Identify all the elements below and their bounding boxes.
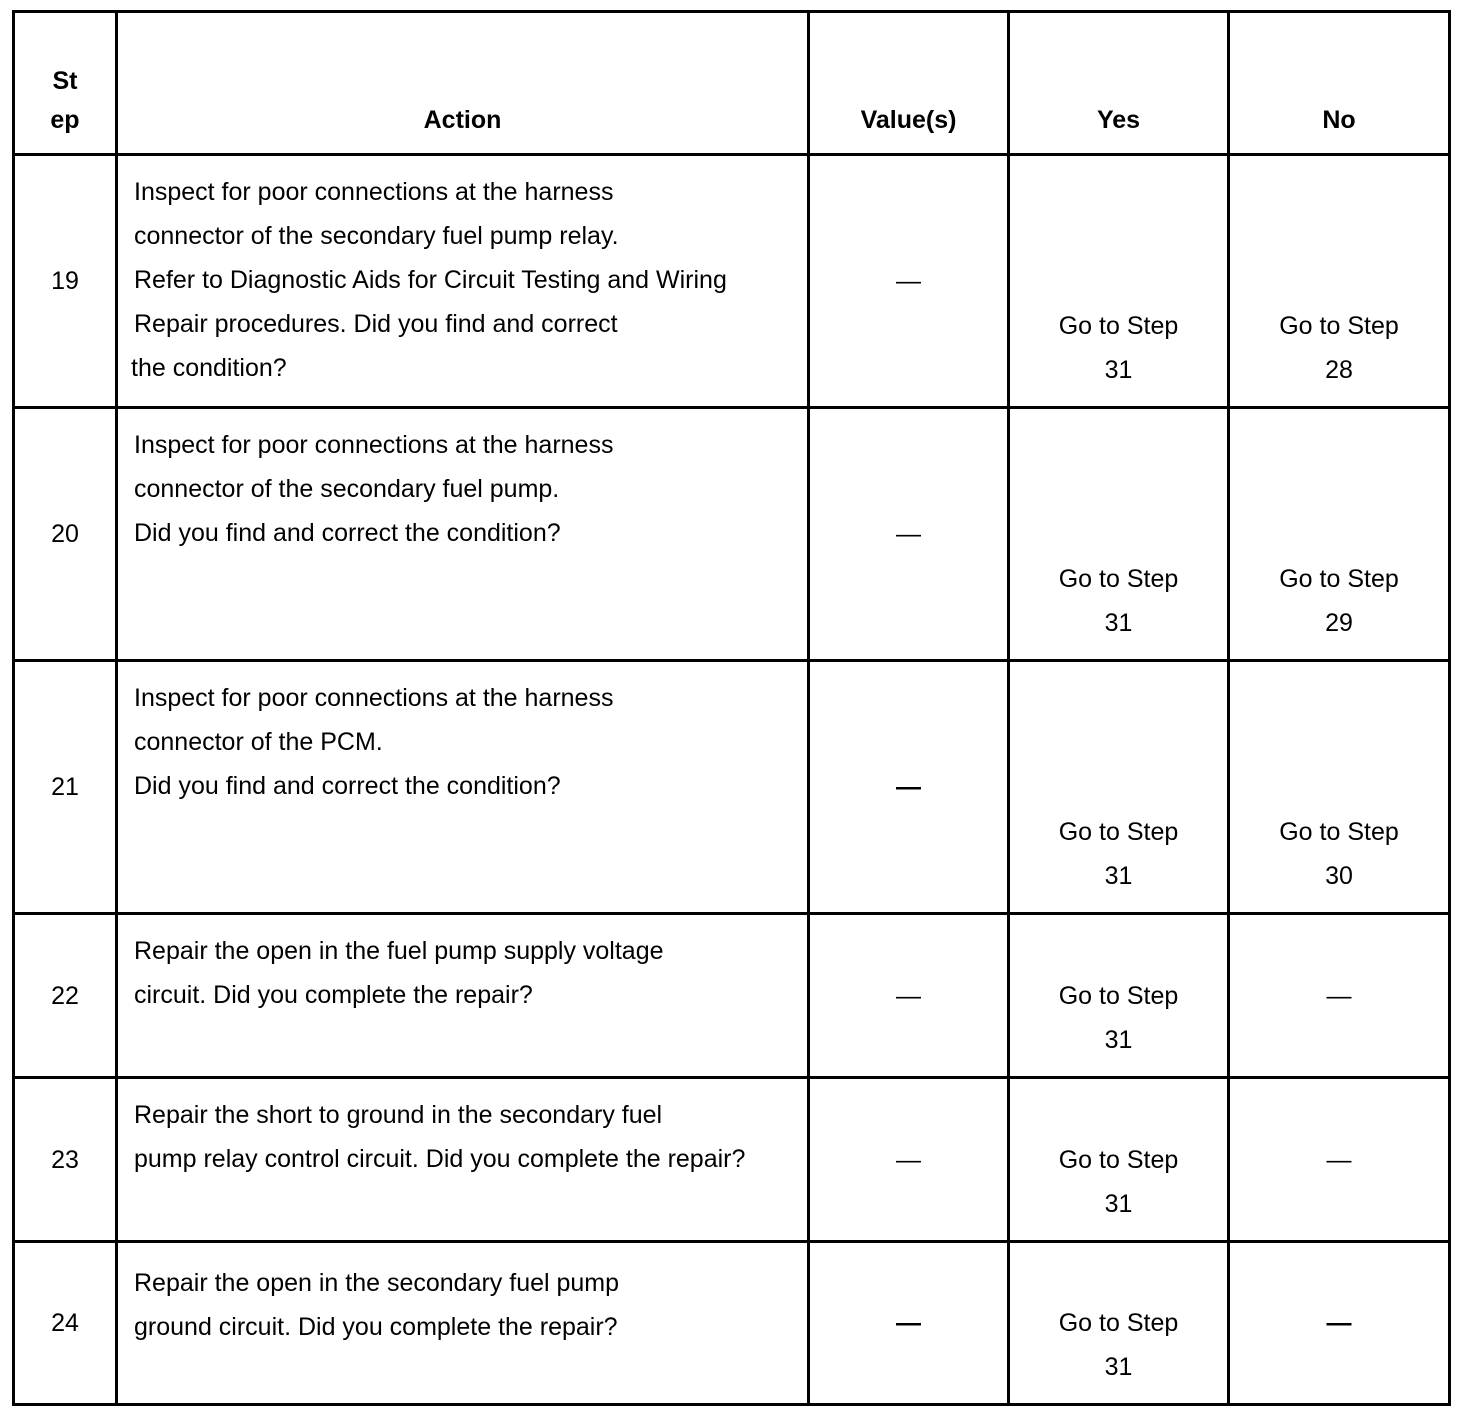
step-number: 19 [14, 155, 117, 408]
action-line: connector of the secondary fuel pump. [134, 475, 560, 503]
table-row [14, 914, 1450, 1078]
no-cell [1229, 1078, 1450, 1242]
action-line: Repair the short to ground in the secondary fuel [134, 1101, 663, 1129]
table-row [14, 1242, 1450, 1405]
action-line: Refer to Diagnostic Aids for Circuit Testing and Wiring [134, 266, 727, 294]
yes-cell [1009, 1242, 1229, 1405]
value-cell [809, 408, 1009, 661]
yes-goto-label: Go to Step [1058, 818, 1179, 846]
value-cell [809, 1078, 1009, 1242]
table-row [14, 661, 1450, 914]
step-number: 20 [14, 408, 117, 661]
action-line: Repair the open in the fuel pump supply voltage [134, 937, 664, 965]
step-number: 24 [14, 1242, 117, 1405]
header-step-line2: ep [50, 106, 80, 134]
action-text [117, 1242, 809, 1405]
value-dash: — [896, 267, 921, 295]
header-no: No [1229, 12, 1450, 155]
no-goto-label: Go to Step [1279, 565, 1399, 593]
value-cell [809, 914, 1009, 1078]
yes-cell [1009, 1078, 1229, 1242]
yes-goto-step: 31 [1104, 1190, 1133, 1218]
action-line: Did you find and correct the condition? [134, 519, 561, 547]
yes-goto-step: 31 [1104, 1353, 1133, 1381]
step-number: 23 [14, 1078, 117, 1242]
action-line: the condition? [131, 354, 287, 382]
header-action: Action [117, 12, 809, 155]
action-line: circuit. Did you complete the repair? [134, 981, 533, 1009]
yes-goto-step: 31 [1104, 609, 1133, 637]
yes-goto-label: Go to Step [1058, 1146, 1179, 1174]
yes-goto-label: Go to Step [1058, 565, 1179, 593]
no-dash: — [1326, 1309, 1352, 1337]
no-dash: — [1326, 1145, 1352, 1174]
no-goto-step: 28 [1325, 356, 1353, 384]
no-cell [1229, 1242, 1450, 1405]
header-values: Value(s) [809, 12, 1009, 155]
yes-goto-label: Go to Step [1058, 982, 1179, 1010]
value-cell [809, 1242, 1009, 1405]
no-dash: — [1326, 981, 1352, 1010]
action-line: Inspect for poor connections at the harness [134, 178, 614, 206]
action-line: connector of the PCM. [134, 728, 383, 756]
no-goto-label: Go to Step [1279, 818, 1399, 846]
header-step [14, 12, 117, 155]
no-cell [1229, 408, 1450, 661]
value-dash: — [896, 773, 921, 801]
action-line: Inspect for poor connections at the harness [134, 684, 614, 712]
header-step-line1: St [52, 67, 78, 95]
no-cell [1229, 155, 1450, 408]
action-line: ground circuit. Did you complete the repair? [134, 1313, 618, 1341]
value-dash: — [896, 520, 921, 548]
action-text [117, 914, 809, 1078]
value-dash: — [896, 1309, 921, 1337]
action-text [117, 155, 809, 408]
action-text [117, 1078, 809, 1242]
value-dash: — [896, 981, 921, 1010]
yes-cell [1009, 155, 1229, 408]
yes-goto-step: 31 [1104, 862, 1133, 890]
yes-cell [1009, 914, 1229, 1078]
yes-goto-label: Go to Step [1058, 312, 1179, 340]
diagnostic-table [12, 10, 1451, 1406]
action-line: Inspect for poor connections at the harness [134, 431, 614, 459]
action-text [117, 661, 809, 914]
no-cell [1229, 914, 1450, 1078]
step-number: 21 [14, 661, 117, 914]
action-line: Repair procedures. Did you find and correct [134, 310, 618, 338]
no-goto-step: 29 [1325, 609, 1353, 637]
step-number: 22 [14, 914, 117, 1078]
table-row [14, 408, 1450, 661]
no-goto-label: Go to Step [1279, 312, 1399, 340]
yes-goto-label: Go to Step [1058, 1309, 1179, 1337]
header-row [14, 12, 1450, 155]
no-goto-step: 30 [1325, 862, 1353, 890]
header-yes: Yes [1009, 12, 1229, 155]
value-dash: — [896, 1145, 921, 1174]
yes-goto-step: 31 [1104, 356, 1133, 384]
action-line: Did you find and correct the condition? [134, 772, 561, 800]
yes-goto-step: 31 [1104, 1026, 1133, 1054]
yes-cell [1009, 661, 1229, 914]
value-cell [809, 155, 1009, 408]
action-line: Repair the open in the secondary fuel pump [134, 1269, 620, 1297]
yes-cell [1009, 408, 1229, 661]
table-row [14, 155, 1450, 408]
no-cell [1229, 661, 1450, 914]
action-line: connector of the secondary fuel pump relay. [134, 222, 619, 250]
action-line: pump relay control circuit. Did you complete the repair? [134, 1145, 746, 1173]
action-text [117, 408, 809, 661]
table-row [14, 1078, 1450, 1242]
value-cell [809, 661, 1009, 914]
